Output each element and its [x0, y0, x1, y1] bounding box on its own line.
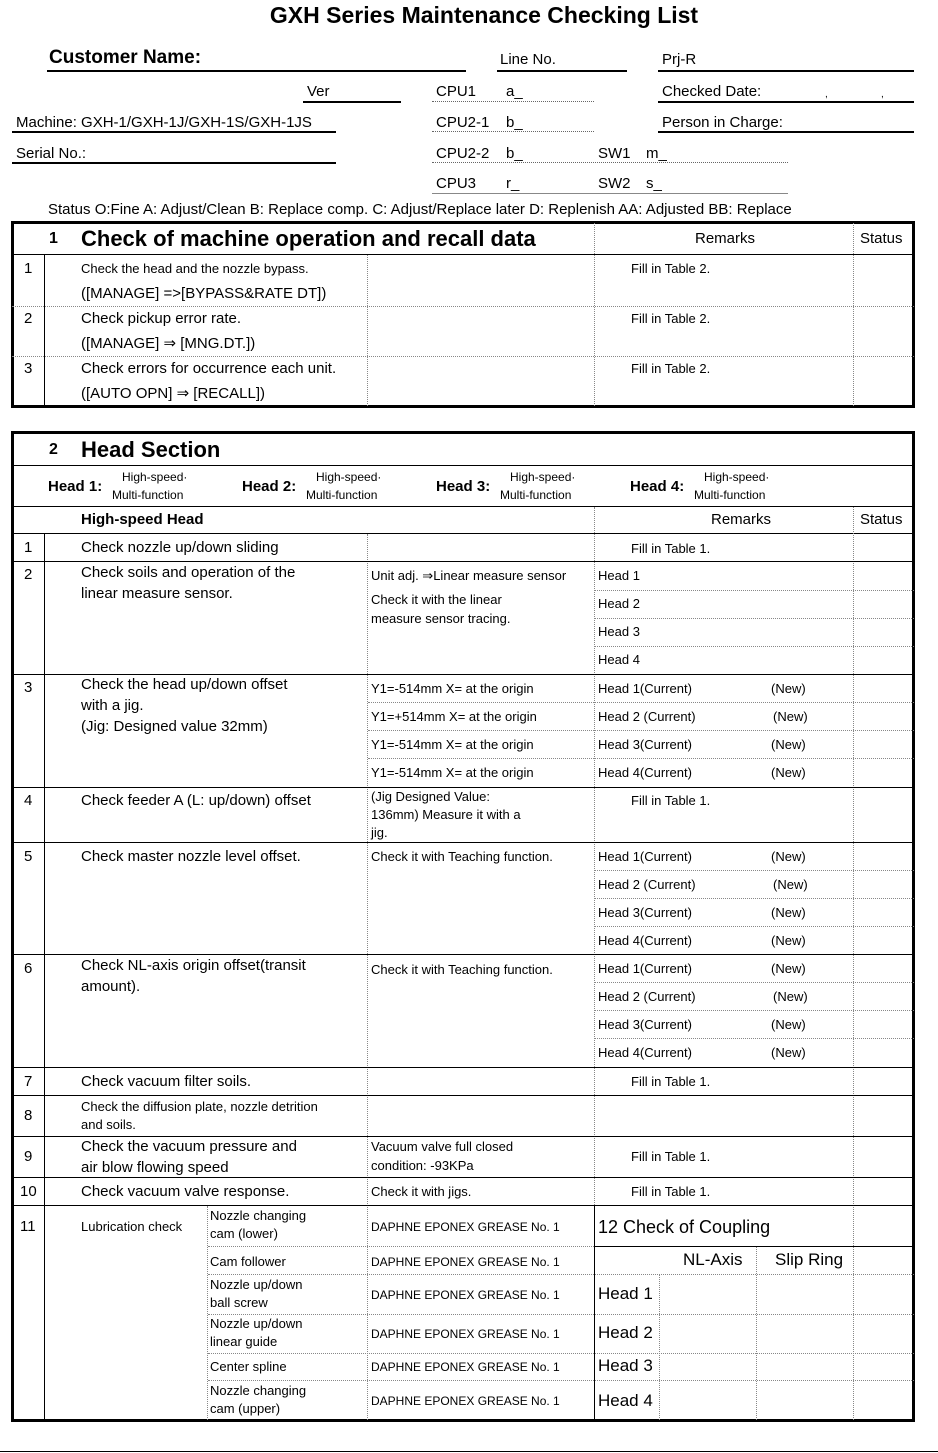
head-type-bottom: Multi-function [694, 488, 766, 502]
grease-type: DAPHNE EPONEX GREASE No. 1 [371, 1360, 560, 1374]
grease-type: DAPHNE EPONEX GREASE No. 1 [371, 1327, 560, 1341]
row-number: 11 [20, 1218, 36, 1235]
section1-remarks-header: Remarks [695, 230, 756, 247]
row-number: 8 [24, 1107, 33, 1124]
check-item-text: Check errors for occurrence each unit. [81, 360, 337, 377]
row-number: 9 [24, 1148, 33, 1165]
cpu3-sw2-field[interactable] [432, 193, 788, 194]
head-new: (New) [771, 1045, 806, 1060]
coupling-head: Head 2 [598, 1323, 653, 1342]
checked-date-field[interactable] [658, 101, 914, 103]
head-new: (New) [771, 933, 806, 948]
cpu3-label: CPU3 [436, 175, 477, 192]
method-text: Unit adj. ⇒Linear measure sensor [371, 568, 567, 583]
serial-field[interactable] [12, 162, 336, 164]
lube-part: Nozzle changing [210, 1383, 307, 1398]
head-new: (New) [771, 849, 806, 864]
row-number: 1 [24, 260, 33, 277]
method-text: Vacuum valve full closed [371, 1139, 514, 1154]
remarks-text: Fill in Table 1. [631, 541, 711, 556]
footer-rule [0, 1451, 938, 1452]
remarks-text: Fill in Table 1. [631, 1074, 711, 1089]
check-item-path: ([AUTO OPN] ⇒ [RECALL]) [81, 385, 265, 402]
cpu2-1-label: CPU2-1 [436, 114, 490, 131]
head-remark: Head 3 [598, 624, 640, 639]
method-text: 136mm) Measure it with a [371, 807, 521, 822]
remarks-text: Fill in Table 1. [631, 1149, 711, 1164]
row-number: 7 [24, 1073, 33, 1090]
cpu2-1-value: b_ [506, 114, 523, 131]
head-type-top: High-speed· [122, 470, 188, 484]
section1-title: Check of machine operation and recall data [81, 226, 536, 251]
machine-field [12, 131, 336, 133]
row-number: 3 [24, 679, 33, 696]
coupling-title: 12 Check of Coupling [598, 1217, 771, 1237]
method-text: Check it with Teaching function. [371, 849, 553, 864]
method-text: Y1=+514mm X= at the origin [371, 709, 537, 724]
section2-number: 2 [49, 441, 58, 458]
check-item-text: Check vacuum filter soils. [81, 1073, 252, 1090]
coupling-head: Head 3 [598, 1356, 653, 1375]
person-in-charge-field[interactable] [658, 131, 914, 133]
head-new: (New) [771, 905, 806, 920]
section2-remarks-header: Remarks [711, 511, 772, 528]
coupling-head: Head 4 [598, 1391, 653, 1410]
check-item-text: amount). [81, 978, 141, 995]
check-item-text: Check the diffusion plate, nozzle detrition [81, 1099, 318, 1114]
grease-type: DAPHNE EPONEX GREASE No. 1 [371, 1255, 560, 1269]
method-text: Check it with Teaching function. [371, 962, 553, 977]
page-title: GXH Series Maintenance Checking List [269, 2, 699, 28]
grease-type: DAPHNE EPONEX GREASE No. 1 [371, 1288, 560, 1302]
coupling-col-slip-ring: Slip Ring [775, 1250, 844, 1269]
row-number: 2 [24, 566, 33, 583]
check-item-text: Check NL-axis origin offset(transit [81, 957, 306, 974]
cpu2-2-label: CPU2-2 [436, 145, 490, 162]
row-number: 10 [20, 1183, 37, 1200]
remarks-text: Fill in Table 1. [631, 1184, 711, 1199]
head-current: Head 1(Current) [598, 961, 692, 976]
coupling-col-nl-axis: NL-Axis [683, 1250, 743, 1269]
head-type-bottom: Multi-function [500, 488, 572, 502]
head-new: (New) [771, 681, 806, 696]
remarks-text: Fill in Table 2. [631, 311, 711, 326]
row-number: 5 [24, 848, 33, 865]
grease-type: DAPHNE EPONEX GREASE No. 1 [371, 1394, 560, 1408]
lube-part: cam (lower) [210, 1226, 278, 1241]
head-current: Head 4(Current) [598, 933, 692, 948]
method-text: condition: -93KPa [371, 1158, 474, 1173]
head-new: (New) [771, 765, 806, 780]
check-item-text: Check the head up/down offset [81, 676, 288, 693]
date-separator-2: , [881, 89, 884, 100]
remarks-text: Fill in Table 1. [631, 793, 711, 808]
prj-label: Prj-R [662, 51, 697, 68]
check-item-path: ([MANAGE] ⇒ [MNG.DT.]) [81, 335, 256, 352]
ver-field[interactable] [303, 101, 401, 103]
subheader-high-speed-head: High-speed Head [81, 511, 204, 528]
lube-part: Cam follower [210, 1254, 286, 1269]
method-text: Y1=-514mm X= at the origin [371, 765, 534, 780]
status-cell[interactable] [855, 256, 912, 305]
sw2-label: SW2 [598, 175, 631, 192]
section1-number: 1 [49, 230, 58, 247]
row-number: 6 [24, 960, 33, 977]
check-item-text: linear measure sensor. [81, 585, 233, 602]
lube-part: Center spline [210, 1359, 287, 1374]
section2-title: Head Section [81, 437, 221, 462]
head-remark: Head 1 [598, 568, 640, 583]
head-current: Head 3(Current) [598, 905, 692, 920]
cpu1-field[interactable] [432, 101, 594, 102]
head-type-top: High-speed· [510, 470, 576, 484]
sw1-value: m_ [646, 145, 667, 162]
customer-name-field[interactable] [47, 70, 466, 72]
head-type-bottom: Multi-function [306, 488, 378, 502]
lube-part: cam (upper) [210, 1401, 281, 1416]
head-label: Head 4: [630, 478, 685, 495]
ver-label: Ver [307, 83, 330, 100]
lube-part: linear guide [210, 1334, 278, 1349]
person-in-charge-label: Person in Charge: [662, 114, 783, 131]
status-legend: Status O:Fine A: Adjust/Clean B: Replace comp. C: Adjust/Replace later D: Replenish AA: Adjusted BB: Replace [48, 201, 792, 218]
row-number: 2 [24, 310, 33, 327]
status-cell[interactable] [855, 357, 912, 405]
check-item-text: Check pickup error rate. [81, 310, 242, 327]
method-text: jig. [371, 825, 388, 840]
head-new: (New) [773, 877, 808, 892]
serial-label: Serial No.: [16, 145, 87, 162]
cpu2-2-sw1-field[interactable] [432, 162, 788, 163]
check-item-text: (Jig: Designed value 32mm) [81, 718, 268, 735]
check-item-text: Check feeder A (L: up/down) offset [81, 792, 311, 809]
cpu1-value: a_ [506, 83, 523, 100]
remarks-text: Fill in Table 2. [631, 361, 711, 376]
method-text: (Jig Designed Value: [371, 789, 490, 804]
prj-field[interactable] [658, 70, 914, 72]
customer-name-label: Customer Name: [49, 47, 202, 68]
head-type-top: High-speed· [704, 470, 770, 484]
head-current: Head 4(Current) [598, 1045, 692, 1060]
coupling-head: Head 1 [598, 1284, 653, 1303]
head-current: Head 3(Current) [598, 1017, 692, 1032]
head-new: (New) [771, 961, 806, 976]
head-label: Head 1: [48, 478, 103, 495]
head-current: Head 2 (Current) [598, 877, 696, 892]
row-number: 4 [24, 792, 33, 809]
remarks-text: Fill in Table 2. [631, 261, 711, 276]
status-cell[interactable] [855, 535, 912, 560]
lube-part: Nozzle up/down [210, 1316, 303, 1331]
head-new: (New) [773, 989, 808, 1004]
check-item-text: and soils. [81, 1117, 136, 1132]
line-no-field[interactable] [497, 70, 627, 72]
grease-type: DAPHNE EPONEX GREASE No. 1 [371, 1220, 560, 1234]
method-text: Check it with jigs. [371, 1184, 472, 1199]
head-new: (New) [771, 1017, 806, 1032]
lube-part: ball screw [210, 1295, 268, 1310]
section2-status-header: Status [860, 511, 903, 528]
sw2-value: s_ [646, 175, 662, 192]
row-number: 3 [24, 360, 33, 377]
lube-part: Nozzle changing [210, 1208, 307, 1223]
head-remark: Head 2 [598, 596, 640, 611]
check-item-text: with a jig. [81, 697, 144, 714]
head-remark: Head 4 [598, 652, 640, 667]
method-text: measure sensor tracing. [371, 611, 511, 626]
check-item-text: Check the head and the nozzle bypass. [81, 261, 309, 276]
cpu1-label: CPU1 [436, 83, 477, 100]
sw1-label: SW1 [598, 145, 631, 162]
head-type-bottom: Multi-function [112, 488, 184, 502]
check-item-text: air blow flowing speed [81, 1159, 229, 1176]
head-current: Head 3(Current) [598, 737, 692, 752]
head-new: (New) [771, 737, 806, 752]
check-item-text: Check nozzle up/down sliding [81, 539, 279, 556]
check-item-path: ([MANAGE] =>[BYPASS&RATE DT]) [81, 285, 327, 302]
cpu2-2-value: b_ [506, 145, 523, 162]
check-item-text: Lubrication check [81, 1219, 183, 1234]
section1-status-header: Status [860, 230, 903, 247]
check-item-text: Check vacuum valve response. [81, 1183, 290, 1200]
check-item-text: Check soils and operation of the [81, 564, 296, 581]
method-text: Check it with the linear [371, 592, 502, 607]
machine-label: Machine: GXH-1/GXH-1J/GXH-1S/GXH-1JS [16, 114, 312, 131]
method-text: Y1=-514mm X= at the origin [371, 737, 534, 752]
check-item-text: Check master nozzle level offset. [81, 848, 301, 865]
head-label: Head 2: [242, 478, 297, 495]
head-current: Head 4(Current) [598, 765, 692, 780]
head-new: (New) [773, 709, 808, 724]
lube-part: Nozzle up/down [210, 1277, 303, 1292]
line-no-label: Line No. [500, 51, 556, 68]
cpu3-value: r_ [506, 175, 520, 192]
checked-date-label: Checked Date: [662, 83, 762, 100]
head-label: Head 3: [436, 478, 491, 495]
method-text: Y1=-514mm X= at the origin [371, 681, 534, 696]
status-cell[interactable] [855, 307, 912, 355]
head-current: Head 1(Current) [598, 849, 692, 864]
row-number: 1 [24, 539, 33, 556]
date-separator-1: , [825, 89, 828, 100]
cpu2-1-field[interactable] [432, 131, 594, 132]
head-current: Head 1(Current) [598, 681, 692, 696]
head-type-top: High-speed· [316, 470, 382, 484]
head-current: Head 2 (Current) [598, 709, 696, 724]
head-current: Head 2 (Current) [598, 989, 696, 1004]
check-item-text: Check the vacuum pressure and [81, 1138, 297, 1155]
